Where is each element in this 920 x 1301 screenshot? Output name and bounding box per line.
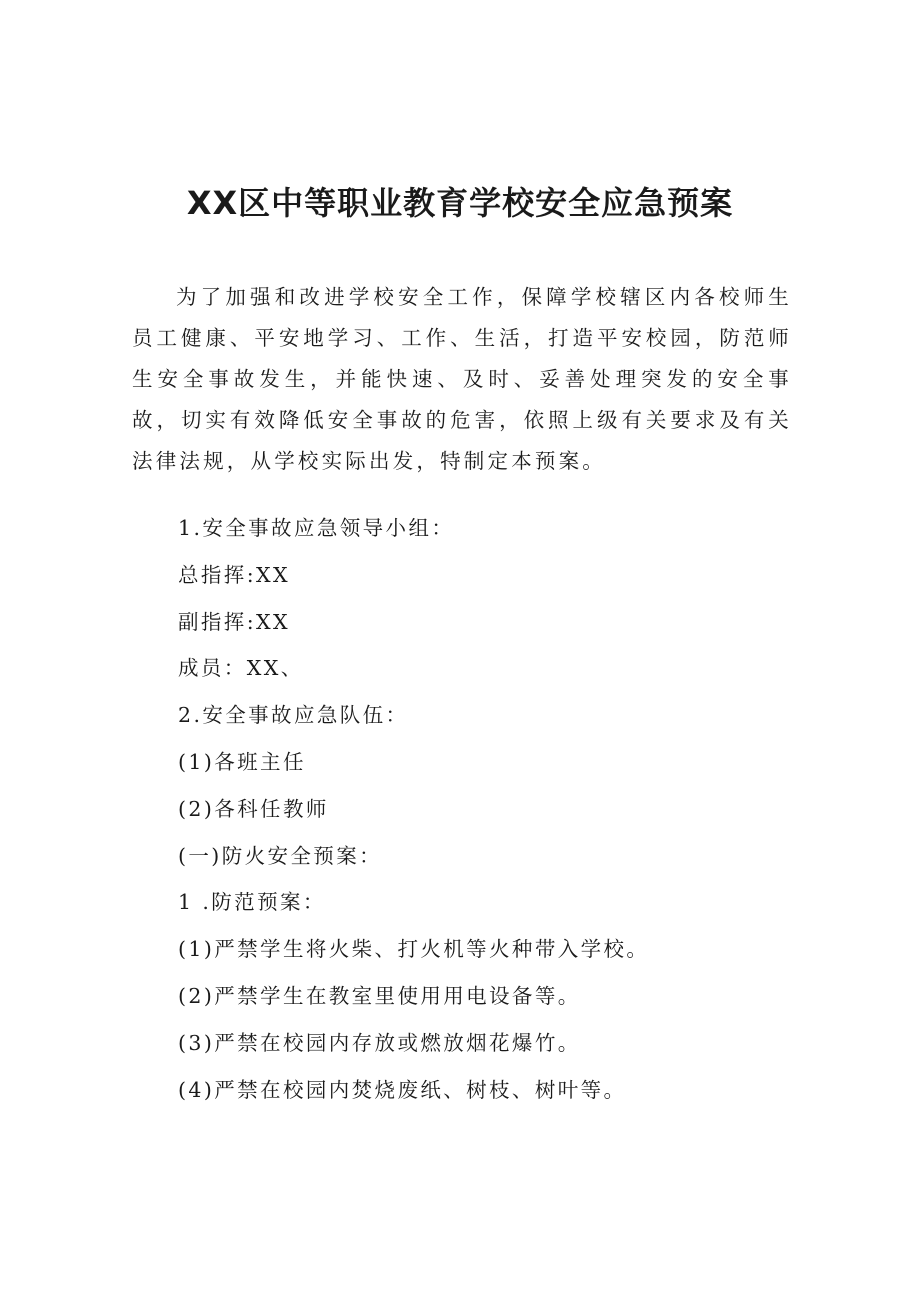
subsection-heading-prevention: 1 .防范预案： <box>178 890 326 915</box>
document-title: XX区中等职业教育学校安全应急预案 <box>186 184 734 222</box>
members-line: 成员：XX、 <box>178 656 304 681</box>
team-item-subject-teachers: (2)各科任教师 <box>178 796 329 821</box>
intro-paragraph: 为了加强和改进学校安全工作，保障学校辖区内各校师生员工健康、平安地学习、工作、生活，打造平安校园，防范师生安全事故发生，并能快速、及时、妥善处理突发的安全事故，切实有效降低安全事故的危害，依照上级有关要求及有关法律法规，从学校实际出发，特制定本预案。 <box>132 285 792 473</box>
prevention-item-2: (2)严禁学生在教室里使用用电设备等。 <box>178 983 581 1008</box>
section-heading-leadership: 1.安全事故应急领导小组： <box>178 516 455 540</box>
section-heading-team: 2.安全事故应急队伍： <box>178 703 409 728</box>
team-item-class-teachers: (1)各班主任 <box>178 749 306 774</box>
plan-lines <box>178 505 649 1113</box>
section-heading-fire-safety: (一)防火安全预案： <box>178 843 382 868</box>
deputy-commander-line: 副指挥:XX <box>178 609 290 634</box>
prevention-item-3: (3)严禁在校园内存放或燃放烟花爆竹。 <box>178 1030 581 1055</box>
commander-line: 总指挥:XX <box>178 562 290 587</box>
prevention-item-4: (4)严禁在校园内焚烧废纸、树枝、树叶等。 <box>178 1077 627 1102</box>
prevention-item-1: (1)严禁学生将火柴、打火机等火种带入学校。 <box>178 937 650 962</box>
